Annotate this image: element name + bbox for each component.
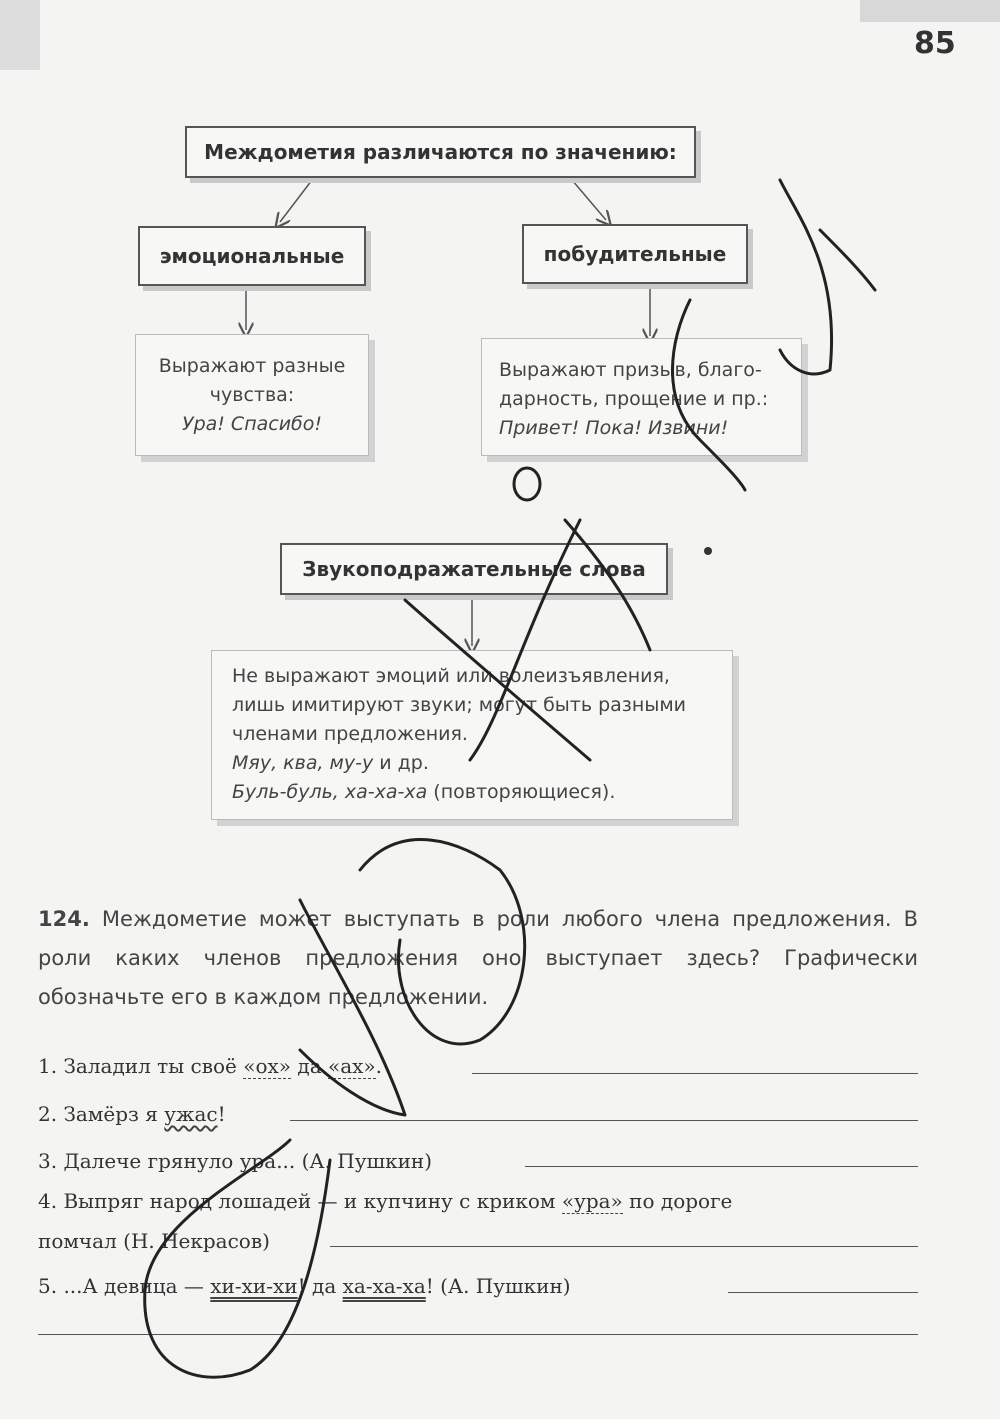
answer-line[interactable] [472,1073,918,1074]
sentence-4 [38,1189,732,1213]
sentence-number: 5. [38,1274,58,1298]
sentence-text: Выпряг народ лошадей — и купчину с криком [63,1189,562,1213]
sentence-number: 3. [38,1149,58,1173]
sentence-text: Заладил ты своё [63,1054,244,1078]
answer-line[interactable] [38,1334,918,1335]
sentence-number: 2. [38,1102,58,1126]
desc-line: чувства: [209,384,295,406]
marked-interjection: «ох» [243,1054,292,1078]
sentence-text: ! (А. Пушкин) [425,1274,571,1298]
sentence-text: да [291,1054,328,1078]
onomatopoeia-description [211,650,733,820]
onomatopoeia-box [280,543,668,595]
imperative-box [522,224,748,284]
example-text: Привет! Пока! Извини! [499,417,729,439]
sentence-text: . [375,1054,383,1078]
diagram-heading-text: Междометия различаются по значению: [204,140,677,164]
answer-line[interactable] [290,1120,918,1121]
sentence-text: по дороге [622,1189,733,1213]
sentence-text: Замёрз я [63,1102,165,1126]
marked-interjection: ха-ха-ха [342,1274,426,1298]
sentence-text: ! да [297,1274,343,1298]
arrow [572,180,606,220]
imperative-label: побудительные [543,242,727,266]
sentence-2 [38,1102,226,1126]
answer-line[interactable] [728,1292,918,1293]
sentence-4-continued [38,1229,270,1253]
exercise-number: 124. [38,907,90,931]
desc-line: Не выражают эмоций или волеизъявления, [232,665,670,687]
desc-line: Выражают разные [158,355,346,377]
answer-line[interactable] [330,1246,918,1247]
exercise-task [38,900,918,1017]
sentence-text: ...А девица — [63,1274,211,1298]
sentence-text: Далече грянуло ура... (А. Пушкин) [63,1149,433,1173]
marked-interjection: ужас [164,1102,218,1126]
answer-line[interactable] [525,1166,918,1167]
emotional-description [135,334,369,456]
marked-interjection: «ура» [561,1189,623,1213]
desc-line: Выражают призыв, благо- [499,359,762,381]
sentence-5 [38,1274,571,1298]
desc-line: дарность, прощение и пр.: [499,388,769,410]
imperative-description [481,338,802,456]
desc-line: членами предложения. [232,723,468,745]
diagram-heading [185,126,696,178]
sentence-3 [38,1149,432,1173]
desc-line: лишь имитируют звуки; могут быть разными [232,694,687,716]
example-text: Мяу, ква, му-у [232,752,374,774]
example-text: Ура! Спасибо! [181,413,323,435]
marked-interjection: «ах» [327,1054,376,1078]
sentence-text: ! [217,1102,226,1126]
emotional-box [138,226,366,286]
emotional-label: эмоциональные [159,244,345,268]
example-text: Буль-буль, ха-ха-ха [232,781,428,803]
page-number: 85 [914,26,956,61]
sentence-number: 4. [38,1189,58,1213]
sentence-1 [38,1054,382,1078]
marked-interjection: хи-хи-хи [210,1274,298,1298]
sentence-number: 1. [38,1054,58,1078]
example-tail: и др. [379,752,429,774]
example-note: (повторяющиеся). [433,781,616,803]
sentence-text: помчал (Н. Некрасов) [38,1229,270,1253]
onomatopoeia-label: Звукоподражательные слова [302,557,646,581]
arrow [280,180,312,222]
exercise-text: Междометие может выступать в роли любого члена предложения. В роли каких членов предложения оно выступает здесь? Графически обозначьте его в каждом предложении. [38,907,918,1009]
